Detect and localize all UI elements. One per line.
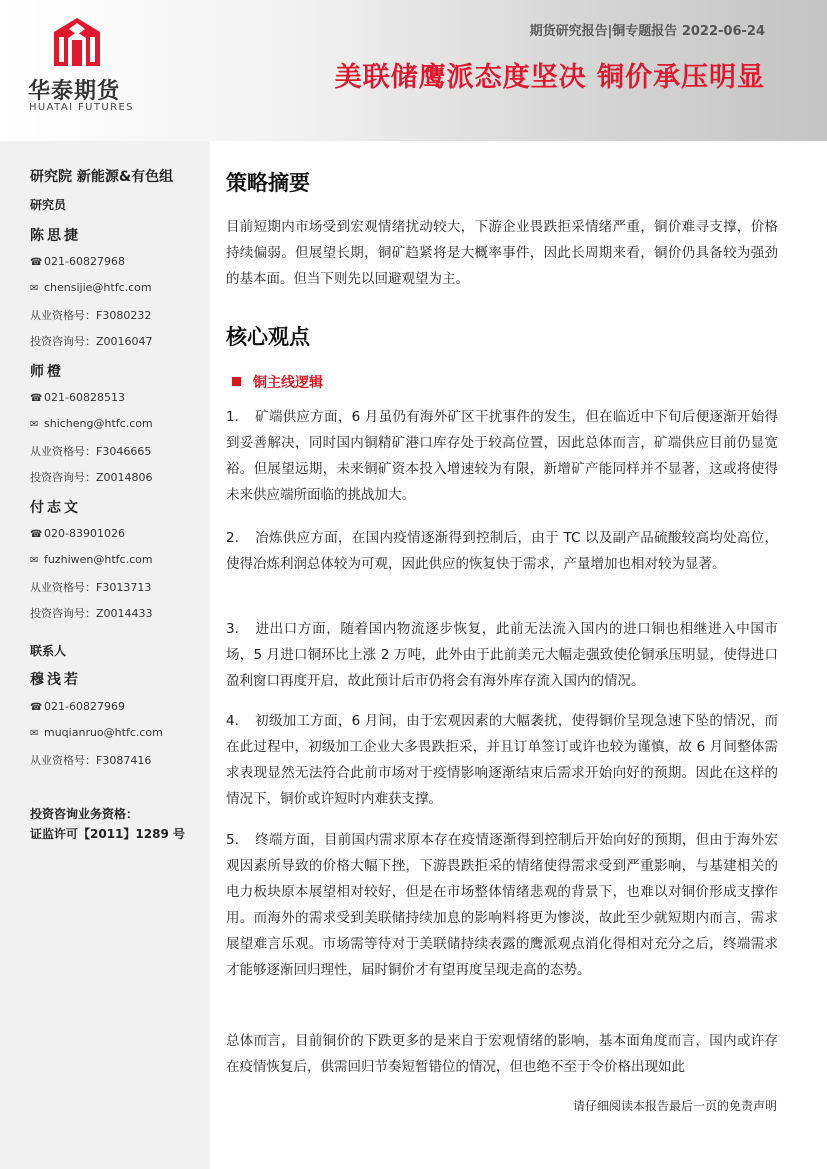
analyst-license: 从业资格号：F3013713 <box>30 581 152 594</box>
point-paragraph: 5. 终端方面，目前国内需求原本存在疫情逐渐得到控制后开始向好的预期，但由于海外宏观因素所导致的价格大幅下挫，下游畏跌拒采的情绪使得需求受到严重影响，与基建相关的电力板块原本展望相对较好，但是在市场整体情绪悲观的背景下，也难以对铜价形成支撑作用。而海外的需求受到美联储持续加息的影响料将更为惨淡，故此至少就短期内而言，需求展望难言乐观。市场需等待对于美联储持续表露的鹰派观点消化得相对充分之后，终端需求才能够逐渐回归理性，届时铜价才有望再度呈现走高的态势。 <box>226 832 778 978</box>
summary-heading: 策略摘要 <box>226 171 310 195</box>
contact-license: 从业资格号：F3087416 <box>30 754 152 767</box>
contact-email[interactable]: ✉ muqianruo@htfc.com <box>30 726 163 739</box>
analyst-phone: ☎ 021-60827968 <box>30 255 125 268</box>
point-paragraph: 4. 初级加工方面，6 月间，由于宏观因素的大幅袭扰，使得铜价呈现急速下坠的情况，而在此过程中，初级加工企业大多畏跌拒采，并且订单签订或许也较为谨慎，故 6 月间整体需求表现显然无法符合此前市场对于疫情影响逐渐结束后需求开始向好的预期。因此在这样的情况下，铜价或许短时内难获支撑。 <box>226 713 778 807</box>
copy-logic-heading: 铜主线逻辑 <box>232 372 323 392</box>
analyst-name: 付志文 <box>30 500 81 516</box>
report-title: 美联储鹰派态度坚决 铜价承压明显 <box>334 62 765 93</box>
qualification-value: 证监许可【2011】1289 号 <box>30 827 185 841</box>
summary-paragraph: 目前短期内市场受到宏观情绪扰动较大，下游企业畏跌拒采情绪严重，铜价难寻支撑，价格持续偏弱。但展望长期，铜矿趋紧将是大概率事件，因此长周期来看，铜价仍具备较为强劲的基本面。但当下则先以回避观望为主。 <box>226 219 778 287</box>
mail-icon: ✉ <box>30 283 39 294</box>
phone-icon: ☎ <box>30 393 43 404</box>
mail-icon: ✉ <box>30 728 39 739</box>
qualification-title: 投资咨询业务资格： <box>30 807 139 821</box>
analyst-name: 陈思捷 <box>30 228 81 244</box>
huatai-logo <box>28 18 138 118</box>
report-meta: 期货研究报告|铜专题报告 2022-06-24 <box>529 24 765 39</box>
analyst-consult-id: 投资咨询号：Z0016047 <box>30 335 153 348</box>
mail-icon: ✉ <box>30 555 39 566</box>
contact-phone: ☎ 021-60827969 <box>30 700 125 713</box>
analyst-consult-id: 投资咨询号：Z0014806 <box>30 471 153 484</box>
report-header <box>0 0 827 141</box>
contact-name: 穆浅若 <box>30 672 81 688</box>
brand-name-cn: 华泰期货 <box>28 79 121 104</box>
contact-label: 联系人 <box>30 644 67 658</box>
point-paragraph: 3. 进出口方面，随着国内物流逐步恢复，此前无法流入国内的进口铜也相继进入中国市场，5 月进口铜环比上涨 2 万吨，此外由于此前美元大幅走强致使伦铜承压明显，使得进口盈利窗口再度开启，故此预计后市仍将会有海外库存流入国内的情况。 <box>226 621 778 689</box>
analyst-name: 师橙 <box>30 364 64 380</box>
analyst-consult-id: 投资咨询号：Z0014433 <box>30 607 153 620</box>
phone-icon: ☎ <box>30 529 43 540</box>
point-paragraph: 2. 冶炼供应方面，在国内疫情逐渐得到控制后，由于 TC 以及副产品硫酸较高均处高位，使得冶炼利润总体较为可观，因此供应的恢复快于需求，产量增加也相对较为显著。 <box>226 530 778 572</box>
brand-name-en: HUATAI FUTURES <box>29 102 134 113</box>
department-label: 研究院 新能源&有色组 <box>30 169 174 185</box>
disclaimer-note: 请仔细阅读本报告最后一页的免责声明 <box>572 1099 777 1113</box>
huatai-emblem-icon <box>54 18 100 66</box>
analyst-email[interactable]: ✉ shicheng@htfc.com <box>30 417 153 430</box>
analyst-phone: ☎ 020-83901026 <box>30 527 125 540</box>
phone-icon: ☎ <box>30 257 43 268</box>
phone-icon: ☎ <box>30 702 43 713</box>
analyst-email[interactable]: ✉ fuzhiwen@htfc.com <box>30 553 153 566</box>
analyst-phone: ☎ 021-60828513 <box>30 391 125 404</box>
conclusion-paragraph: 总体而言，目前铜价的下跌更多的是来自于宏观情绪的影响，基本面角度而言，国内或许存在疫情恢复后，供需回归节奏短暂错位的情况，但也绝不至于令价格出现如此 <box>226 1033 778 1075</box>
core-views-heading: 核心观点 <box>226 325 310 349</box>
point-paragraph: 1. 矿端供应方面，6 月虽仍有海外矿区干扰事件的发生，但在临近中下旬后便逐渐开始得到妥善解决，同时国内铜精矿港口库存处于较高位置，因此总体而言，矿端供应目前仍显宽裕。但展望远期，未来铜矿资本投入增速较为有限，新增矿产能同样并不显著，这或将使得未来供应端所面临的挑战加大。 <box>226 409 778 503</box>
analyst-email[interactable]: ✉ chensijie@htfc.com <box>30 281 152 294</box>
square-bullet-icon <box>232 377 241 386</box>
analyst-license: 从业资格号：F3080232 <box>30 309 152 322</box>
mail-icon: ✉ <box>30 419 39 430</box>
researcher-label: 研究员 <box>30 198 67 212</box>
analyst-license: 从业资格号：F3046665 <box>30 445 152 458</box>
